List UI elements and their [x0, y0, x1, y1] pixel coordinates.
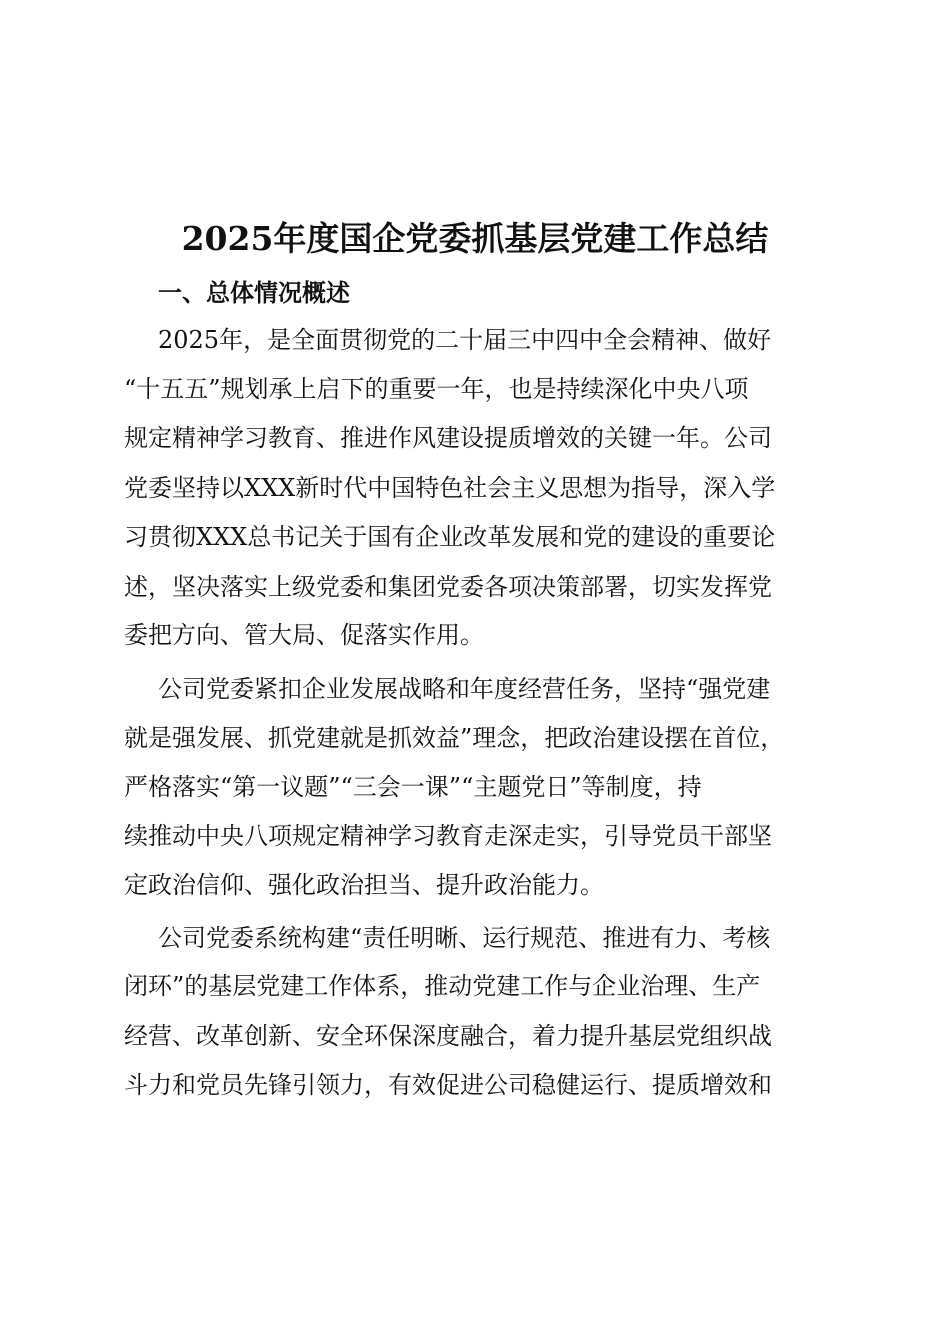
paragraph-line: 严格落实“第一议题”“三会一课”“主题党日”等制度，持	[124, 773, 702, 801]
paragraph-line: 经营、改革创新、安全环保深度融合，着力提升基层党组织战	[124, 1022, 772, 1050]
paragraph-line: 斗力和党员先锋引领力，有效促进公司稳健运行、提质增效和	[124, 1071, 772, 1099]
section-heading: 一、总体情况概述	[158, 279, 350, 307]
paragraph-line: 续推动中央八项规定精神学习教育走深走实，引导党员干部坚	[124, 822, 772, 850]
paragraph-line: 闭环”的基层党建工作体系，推动党建工作与企业治理、生产	[124, 972, 761, 1000]
paragraph-line: 委把方向、管大局、促落实作用。	[124, 621, 484, 649]
paragraph-line: 述，坚决落实上级党委和集团党委各项决策部署，切实发挥党	[124, 573, 772, 601]
document-title: 2025年度国企党委抓基层党建工作总结	[181, 219, 769, 258]
paragraph-line: 习贯彻XXX总书记关于国有企业改革发展和党的建设的重要论	[124, 523, 776, 551]
paragraph-line: 规定精神学习教育、推进作风建设提质增效的关键一年。公司	[124, 424, 772, 452]
paragraph-line: 定政治信仰、强化政治担当、提升政治能力。	[124, 871, 604, 899]
paragraph-line: 就是强发展、抓党建就是抓效益”理念，把政治建设摆在首位，	[124, 724, 785, 752]
paragraph-line: 公司党委系统构建“责任明晰、运行规范、推进有力、考核	[158, 924, 771, 952]
paragraph-line: “十五五”规划承上启下的重要一年，也是持续深化中央八项	[124, 375, 749, 403]
paragraph-line: 党委坚持以XXX新时代中国特色社会主义思想为指导，深入学	[124, 474, 776, 502]
paragraph-line: 2025年，是全面贯彻党的二十届三中四中全会精神、做好	[158, 326, 772, 354]
paragraph-line: 公司党委紧扣企业发展战略和年度经营任务，坚持“强党建	[158, 675, 771, 703]
